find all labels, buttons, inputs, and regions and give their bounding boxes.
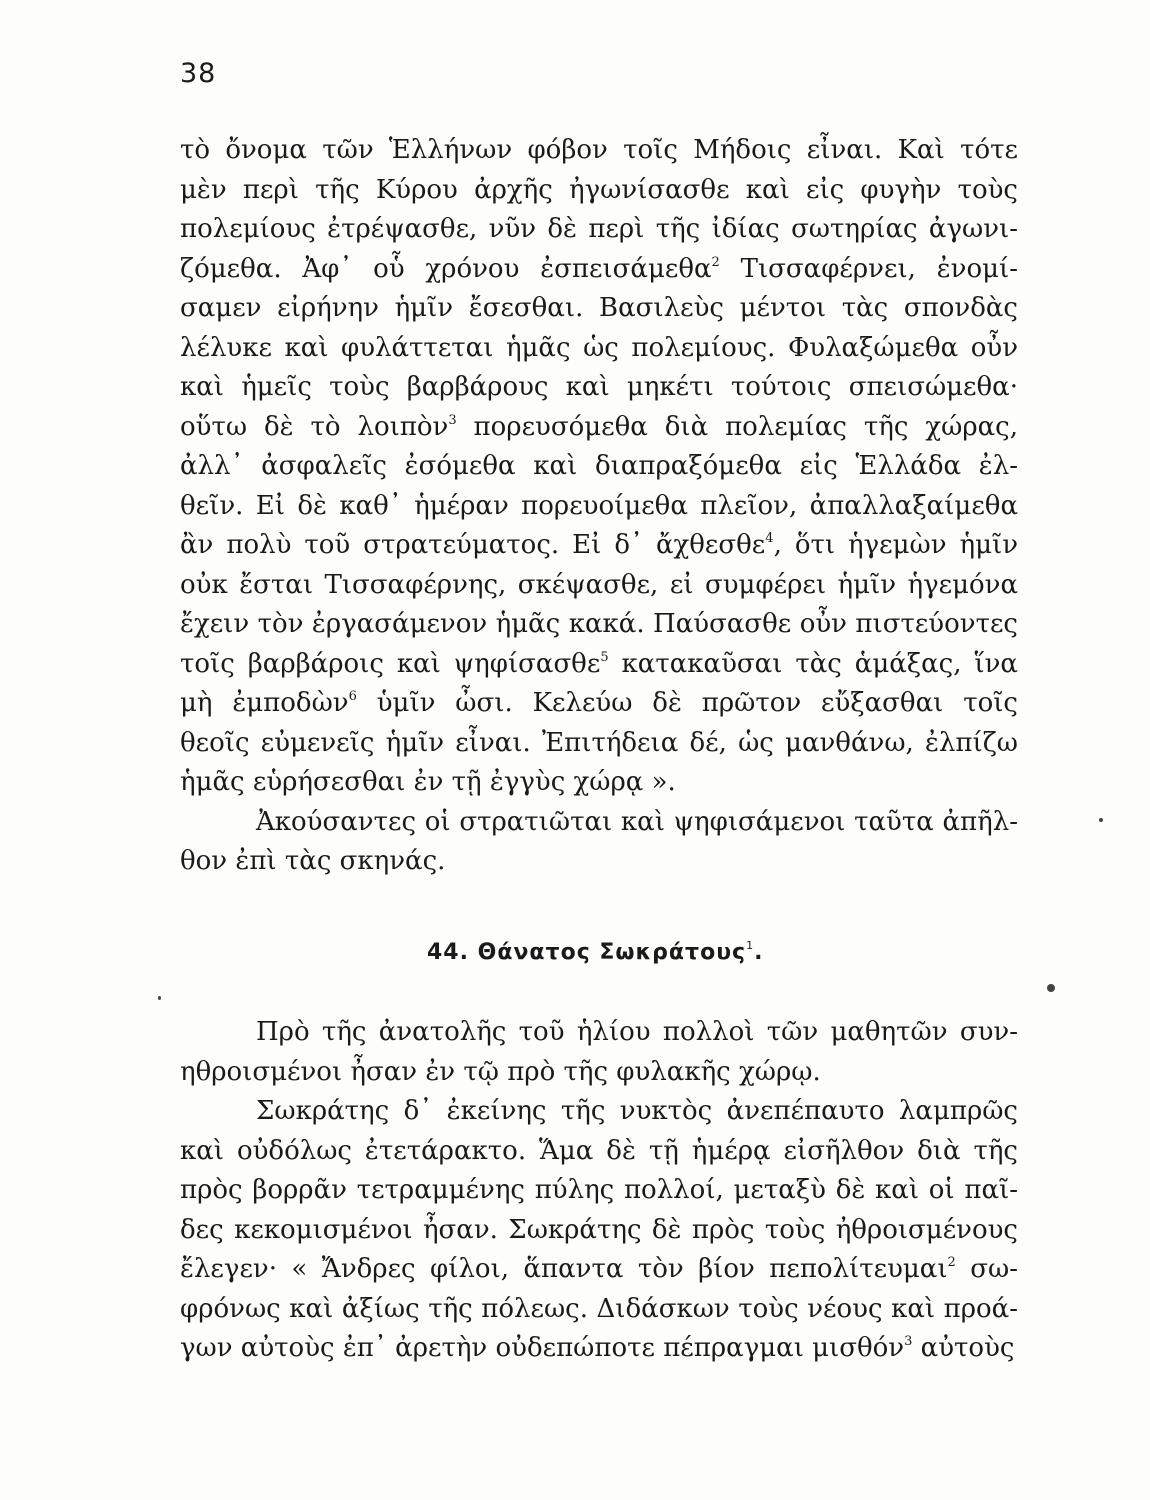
footnote-marker: 5 xyxy=(600,649,609,665)
text-line xyxy=(180,289,1018,329)
footnote-marker: 1 xyxy=(746,939,755,952)
paragraph xyxy=(180,1092,1018,1369)
text-run: ἡμᾶς εὑρήσεσθαι ἐν τῇ ἐγγὺς χώρᾳ ». xyxy=(180,767,676,797)
text-run: ζόμεθα. Ἀφ᾽ οὗ χρόνου ἐσπεισάμεθα xyxy=(180,253,712,284)
paragraph xyxy=(180,131,1018,803)
text-line xyxy=(180,566,1018,606)
footnote-marker: 3 xyxy=(448,412,457,428)
text-run: ἔλεγεν· « Ἄνδρες φίλοι, ἅπαντα τὸν βίον πεπολίτευμαι xyxy=(180,1254,948,1284)
text-run: ἔχειν τὸν ἐργασάμενον ἡμᾶς κακά. Παύσασθε οὖν πιστεύοντες xyxy=(180,609,1018,639)
text-run: δες κεκομισμένοι ἦσαν. Σωκράτης δὲ πρὸς τοὺς ἠθροισμένους xyxy=(180,1214,1018,1245)
text-run: , ὅτι ἡγεμὼν ἡμῖν xyxy=(773,530,1018,560)
text-run: μὲν περὶ τῆς Κύρου ἀρχῆς ἠγωνίσασθε καὶ εἰς φυγὴν τοὺς xyxy=(180,174,1018,205)
footnote-marker: 2 xyxy=(711,254,720,270)
text-line xyxy=(180,684,1018,724)
text-line xyxy=(180,329,1018,369)
text-run: τοῖς βαρβάροις καὶ ψηφίσασθε xyxy=(180,648,601,679)
text-run: ηθροισμένοι ἦσαν ἐν τῷ πρὸ τῆς φυλακῆς χώρῳ. xyxy=(180,1056,821,1087)
text-run: οὕτω δὲ τὸ λοιπὸν xyxy=(180,411,449,442)
paragraph xyxy=(180,803,1018,882)
paragraph xyxy=(180,1013,1018,1092)
section-title-suffix: . xyxy=(754,940,764,965)
text-run: οὐκ ἔσται Τισσαφέρνης, σκέψασθε, εἰ συμφέρει ἡμῖν ἡγεμόνα xyxy=(180,569,1018,600)
footnote-marker: 3 xyxy=(904,1334,913,1349)
text-line xyxy=(180,408,1018,448)
text-run: Τισσαφέρνει, ἐνομί- xyxy=(719,253,1018,284)
text-line xyxy=(180,1053,1018,1093)
text-run: καὶ οὐδόλως ἐτετάρακτο. Ἅμα δὲ τῇ ἡμέρᾳ εἰσῆλθον διὰ τῆς xyxy=(180,1135,1018,1166)
text-line xyxy=(180,763,1018,803)
text-run: θον ἐπὶ τὰς σκηνάς. xyxy=(180,846,446,876)
text-run: μὴ ἐμποδὼν xyxy=(180,688,349,718)
body-text-bottom xyxy=(180,1013,1018,1369)
footnote-marker: 6 xyxy=(348,689,357,704)
page-number: 38 xyxy=(180,58,217,89)
text-run: γων αὐτοὺς ἐπ᾽ ἀρετὴν οὐδεπώποτε πέπραγμαι μισθόν xyxy=(180,1333,905,1363)
text-run: καὶ ἡμεῖς τοὺς βαρβάρους καὶ μηκέτι τούτοις σπεισώμεθα· xyxy=(180,372,1018,402)
text-line xyxy=(180,526,1018,566)
text-run: ἀλλ᾽ ἀσφαλεῖς ἐσόμεθα καὶ διαπραξόμεθα εἰς Ἑλλάδα ἐλ- xyxy=(180,451,1018,481)
text-run: θεοῖς εὐμενεῖς ἡμῖν εἶναι. Ἐπιτήδεια δέ, ὡς μανθάνω, ἐλπίζω xyxy=(180,727,1018,758)
text-line xyxy=(180,1092,1018,1132)
text-line xyxy=(180,1329,1018,1369)
text-run: Πρὸ τῆς ἀνατολῆς τοῦ ἡλίου πολλοὶ τῶν μαθητῶν συν- xyxy=(256,1017,1018,1047)
text-run: θεῖν. Εἰ δὲ καθ᾽ ἡμέραν πορευοίμεθα πλεῖον, ἀπαλλαξαίμεθα xyxy=(180,490,1018,521)
text-line xyxy=(180,1250,1018,1290)
text-line xyxy=(180,605,1018,645)
text-line xyxy=(180,842,1018,882)
text-run: πολεμίους ἐτρέψασθε, νῦν δὲ περὶ τῆς ἰδίας σωτηρίας ἀγωνι- xyxy=(180,214,1018,244)
text-line xyxy=(180,645,1018,685)
text-run: Ἀκούσαντες οἱ στρατιῶται καὶ ψηφισάμενοι ταῦτα ἀπῆλ- xyxy=(256,806,1018,837)
text-run: κατακαῦσαι τὰς ἁμάξας, ἵνα xyxy=(608,648,1018,679)
text-line xyxy=(180,1211,1018,1251)
text-line xyxy=(180,487,1018,527)
text-run: φρόνως καὶ ἀξίως τῆς πόλεως. Διδάσκων τοὺς νέους καὶ προά- xyxy=(180,1293,1018,1324)
scan-speck xyxy=(1099,818,1103,822)
text-run: πρὸς βορρᾶν τετραμμένης πύλης πολλοί, μεταξὺ δὲ καὶ οἱ παῖ- xyxy=(180,1175,1018,1205)
text-line xyxy=(180,1013,1018,1053)
text-run: λέλυκε καὶ φυλάττεται ἡμᾶς ὡς πολεμίους. Φυλαξώμεθα οὖν xyxy=(180,332,1018,363)
footnote-marker: 2 xyxy=(947,1255,956,1270)
text-run: ἂν πολὺ τοῦ στρατεύματος. Εἰ δ᾽ ἄχθεσθε xyxy=(180,530,766,560)
footnote-marker: 4 xyxy=(765,531,774,546)
body-text-top xyxy=(180,131,1018,882)
text-run: ὑμῖν ὦσι. Κελεύω δὲ πρῶτον εὔξασθαι τοῖς xyxy=(356,688,1018,718)
text-line xyxy=(180,210,1018,250)
text-line xyxy=(180,1132,1018,1172)
text-run: αὐτοὺς xyxy=(912,1333,1015,1363)
text-line xyxy=(180,171,1018,211)
text-line xyxy=(180,1290,1018,1330)
text-line xyxy=(180,724,1018,764)
text-run: τὸ ὄνομα τῶν Ἑλλήνων φόβον τοῖς Μήδοις εἶναι. Καὶ τότε xyxy=(180,135,1018,165)
section-title: 44. Θάνατος Σωκράτους xyxy=(427,940,747,965)
text-line xyxy=(180,447,1018,487)
text-line xyxy=(180,1171,1018,1211)
text-run: Σωκράτης δ᾽ ἐκείνης τῆς νυκτὸς ἀνεπέπαυτο λαμπρῶς xyxy=(256,1096,1018,1126)
text-run: πορευσόμεθα διὰ πολεμίας τῆς χώρας, xyxy=(456,411,1018,442)
text-line xyxy=(180,368,1018,408)
text-run: σαμεν εἰρήνην ἡμῖν ἔσεσθαι. Βασιλεὺς μέντοι τὰς σπονδὰς xyxy=(180,293,1018,323)
scan-speck xyxy=(158,996,161,1000)
section-heading xyxy=(427,940,763,965)
text-run: σω- xyxy=(955,1254,1018,1284)
text-line xyxy=(180,250,1018,290)
text-line xyxy=(180,131,1018,171)
scan-speck xyxy=(1047,984,1055,992)
text-line xyxy=(180,803,1018,843)
